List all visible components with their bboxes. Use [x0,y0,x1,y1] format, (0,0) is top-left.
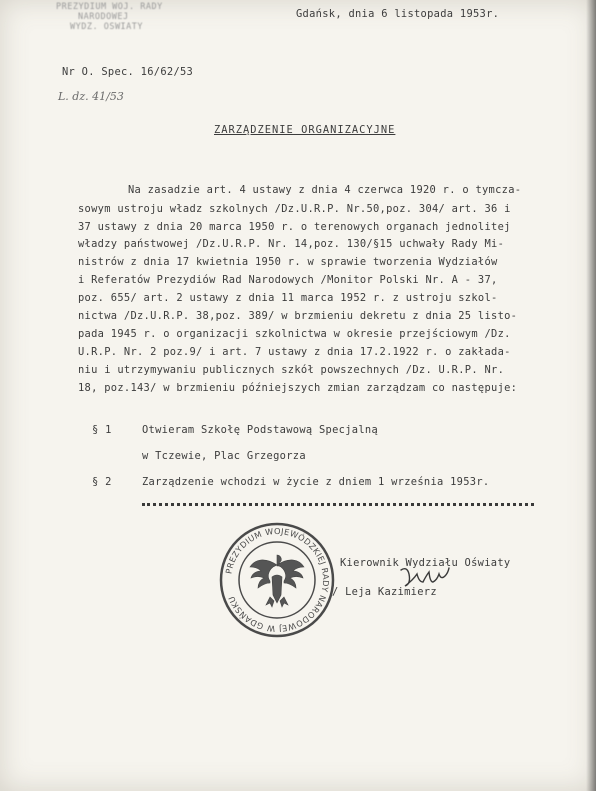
signatory-name: / Leja Kazimierz [332,586,437,598]
official-seal [218,521,336,639]
header-stamp-line-3: WYDZ. OŚWIATY [70,22,144,32]
scan-edge-shadow [586,0,596,791]
section-2-number: § 2 [92,476,112,488]
body-line-7: poz. 655/ art. 2 ustawy z dnia 11 marca 1952 r. z ustroju szkol- [78,292,498,304]
header-stamp-line-1: PREZYDIUM WOJ. RADY [56,2,163,12]
header-stamp [56,2,168,40]
body-line-2: sowym ustroju władz szkolnych /Dz.U.R.P. Nr.50,poz. 304/ art. 36 i [78,203,511,215]
body-line-9: pada 1945 r. o organizacji szkolnictwa w okresie przejściowym /Dz. [78,328,511,340]
document-title: ZARZĄDZENIE ORGANIZACYJNE [214,124,396,136]
body-line-8: nictwa /Dz.U.R.P. 38,poz. 389/ w brzmieniu dekretu z dnia 25 listo- [78,310,518,322]
eagle-emblem-icon [250,555,304,607]
body-line-1: Na zasadzie art. 4 ustawy z dnia 4 czerwca 1920 r. o tymcza- [128,184,522,196]
section-1-line-2: w Tczewie, Plac Grzegorza [142,450,306,462]
section-1-number: § 1 [92,424,112,436]
section-2-line-1: Zarządzenie wchodzi w życie z dniem 1 września 1953r. [142,476,490,488]
body-line-11: niu i utrzymywaniu publicznych szkół powszechnych /Dz. U.R.P. Nr. [78,364,505,376]
signatory-title: Kierownik Wydziału Oświaty [340,557,511,569]
reference-number: Nr O. Spec. 16/62/53 [62,66,194,78]
body-line-5: nistrów z dnia 17 kwietnia 1950 r. w sprawie tworzenia Wydziałów [78,256,498,268]
body-line-4: władzy państwowej /Dz.U.R.P. Nr. 14,poz. 130/§15 uchwały Rady Mi- [78,238,505,250]
dotted-separator [142,503,534,506]
place-date: Gdańsk, dnia 6 listopada 1953r. [296,8,500,20]
body-line-6: i Referatów Prezydiów Rad Narodowych /Monitor Polski Nr. A - 37, [78,274,498,286]
section-1-line-1: Otwieram Szkołę Podstawową Specjalną [142,424,379,436]
body-line-12: 18, poz.143/ w brzmieniu późniejszych zmian zarządzam co następuje: [78,382,518,394]
body-line-10: U.R.P. Nr. 2 poz.9/ i art. 7 ustawy z dnia 17.2.1922 r. o zakłada- [78,346,511,358]
handwritten-signature [398,564,454,588]
seal-text: PREZYDIUM WOJEWÓDZKIEJ RADY NARODOWEJ W GDAŃSKU [223,525,332,635]
header-stamp-line-2: NARODOWEJ [78,12,129,22]
handwritten-note: L. dz. 41/53 [58,90,124,103]
body-line-3: 37 ustawy z dnia 20 marca 1950 r. o terenowych organach jednolitej [78,221,511,233]
